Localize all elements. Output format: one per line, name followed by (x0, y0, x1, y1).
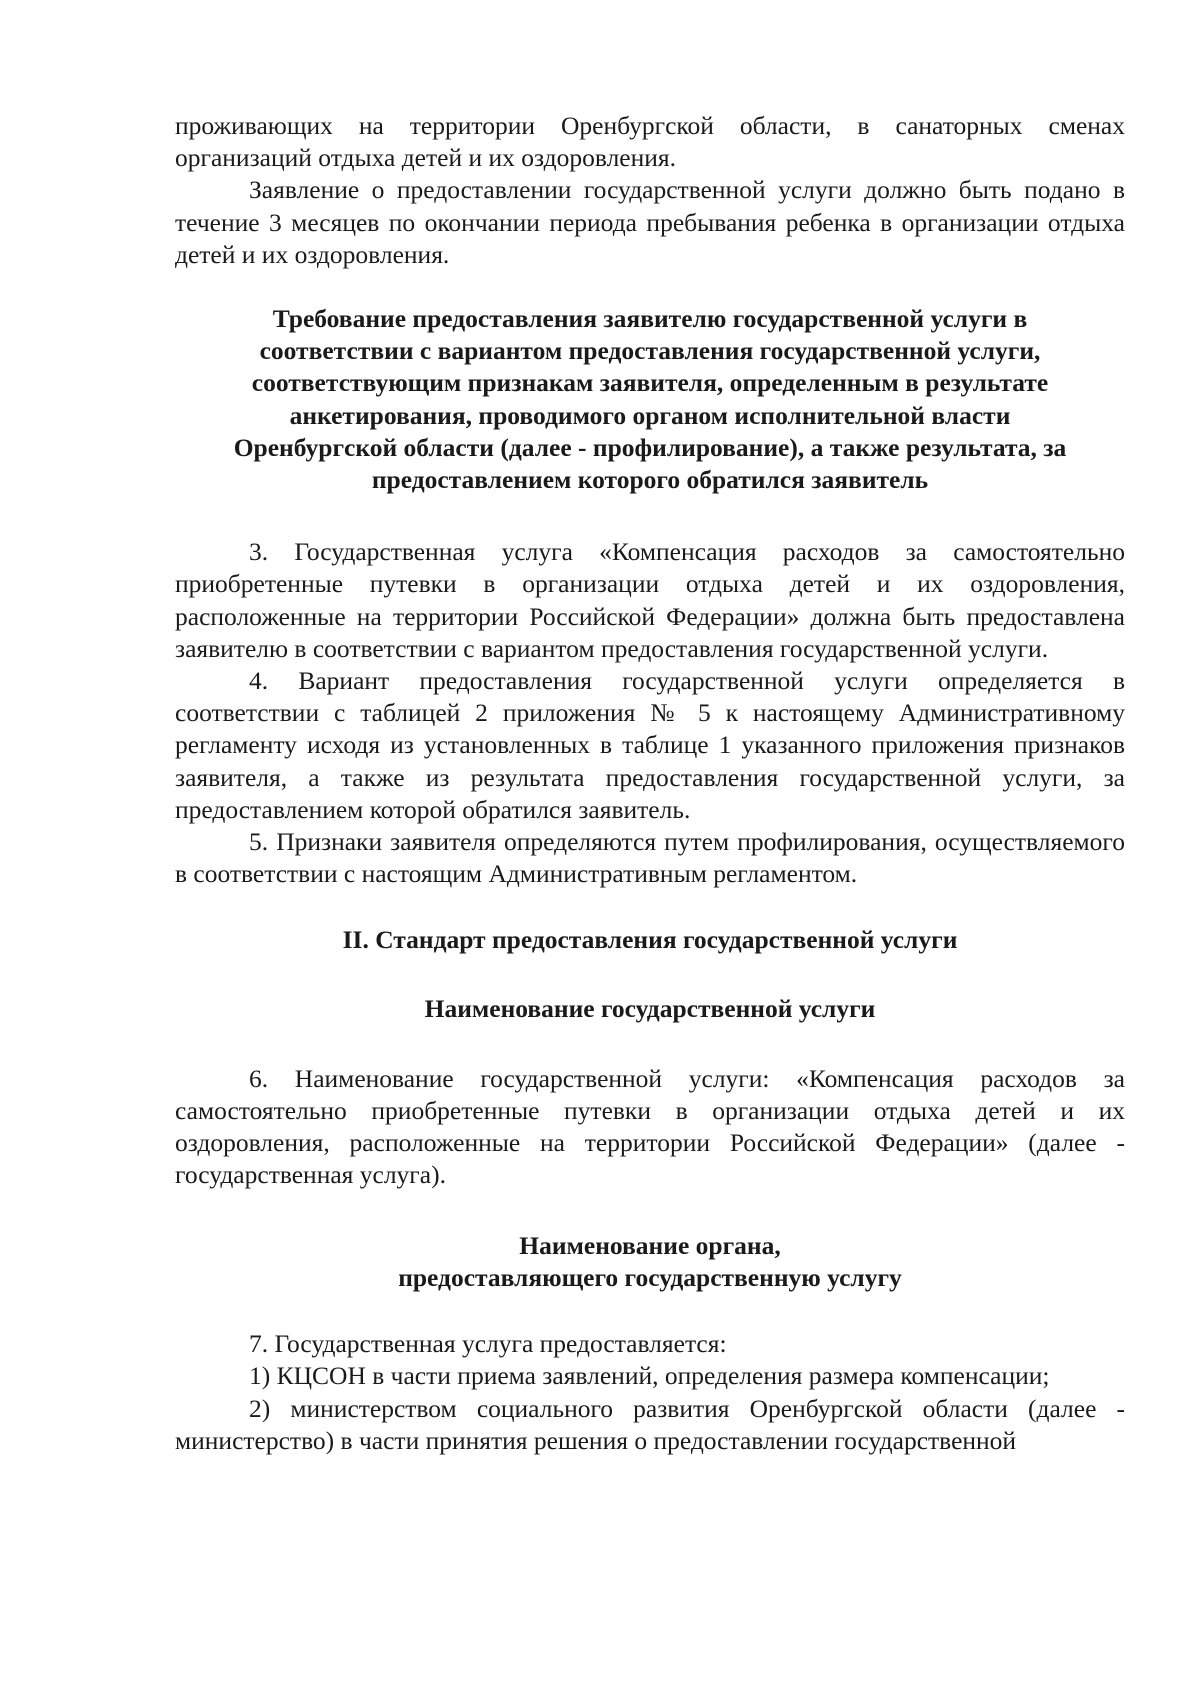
paragraph-application-deadline: Заявление о предоставлении государственной услуги должно быть подано в течение 3 месяцев по окончании периода пребывания ребенка в организации отдыха детей и их оздоровления. (175, 175, 1125, 269)
item-3: 3. Государственная услуга «Компенсация расходов за самостоятельно приобретенные путевки в организации отдыха детей и их оздоровления, расположенные на территории Российской Федерации» должна быть предоставлена заявителю в соответствии с вариантом предоставления государственной услуги. (175, 537, 1125, 663)
item-6: 6. Наименование государственной услуги: «Компенсация расходов за самостоятельно приобретенные путевки в организации отдыха детей и их оздоровления, расположенные на территории Российской Федерации» (далее - государственная услуга). (175, 1063, 1125, 1190)
heading-line: предоставлением которого обратился заявитель (371, 465, 929, 495)
heading-line: Оренбургской области (далее - профилирование), а также результата, за (233, 432, 1067, 462)
subheading-organ (175, 1230, 1125, 1294)
document-page (175, 110, 1125, 1457)
item-7-1: 1) КЦСОН в части приема заявлений, определения размера компенсации; (249, 1361, 1050, 1391)
heading-line: соответствии с вариантом предоставления государственной услуги, (259, 336, 1041, 366)
item-7: 7. Государственная услуга предоставляется: (249, 1329, 727, 1359)
heading-line: предоставляющего государственную услугу (398, 1262, 902, 1292)
heading-line: анкетирования, проводимого органом исполнительной власти (289, 400, 1011, 430)
subheading-service-name: Наименование государственной услуги (424, 993, 876, 1023)
paragraph-continuation: проживающих на территории Оренбургской области, в санаторных сменах организаций отдыха детей и их оздоровления. (175, 111, 1125, 173)
heading-line: соответствующим признакам заявителя, определенным в результате (251, 368, 1049, 398)
item-4: 4. Вариант предоставления государственной услуги определяется в соответствии с таблицей 2 приложения № 5 к настоящему Административному регламенту исходя из установленных в таблице 1 указанного приложения признаков заявителя, а также из результата предоставления государственной услуги, за предоставлением которой обратился заявитель. (175, 666, 1125, 824)
heading-line: Требование предоставления заявителю государственной услуги в (272, 304, 1028, 334)
item-5: 5. Признаки заявителя определяются путем профилирования, осуществляемого в соответствии с настоящим Административным регламентом. (175, 827, 1125, 889)
item-7-2: 2) министерством социального развития Оренбургской области (далее - министерство) в части принятия решения о предоставлении государственной (175, 1393, 1125, 1455)
section-title: II. Стандарт предоставления государственной услуги (342, 925, 958, 955)
heading-line: Наименование органа, (519, 1230, 781, 1260)
heading-requirement (175, 303, 1125, 496)
